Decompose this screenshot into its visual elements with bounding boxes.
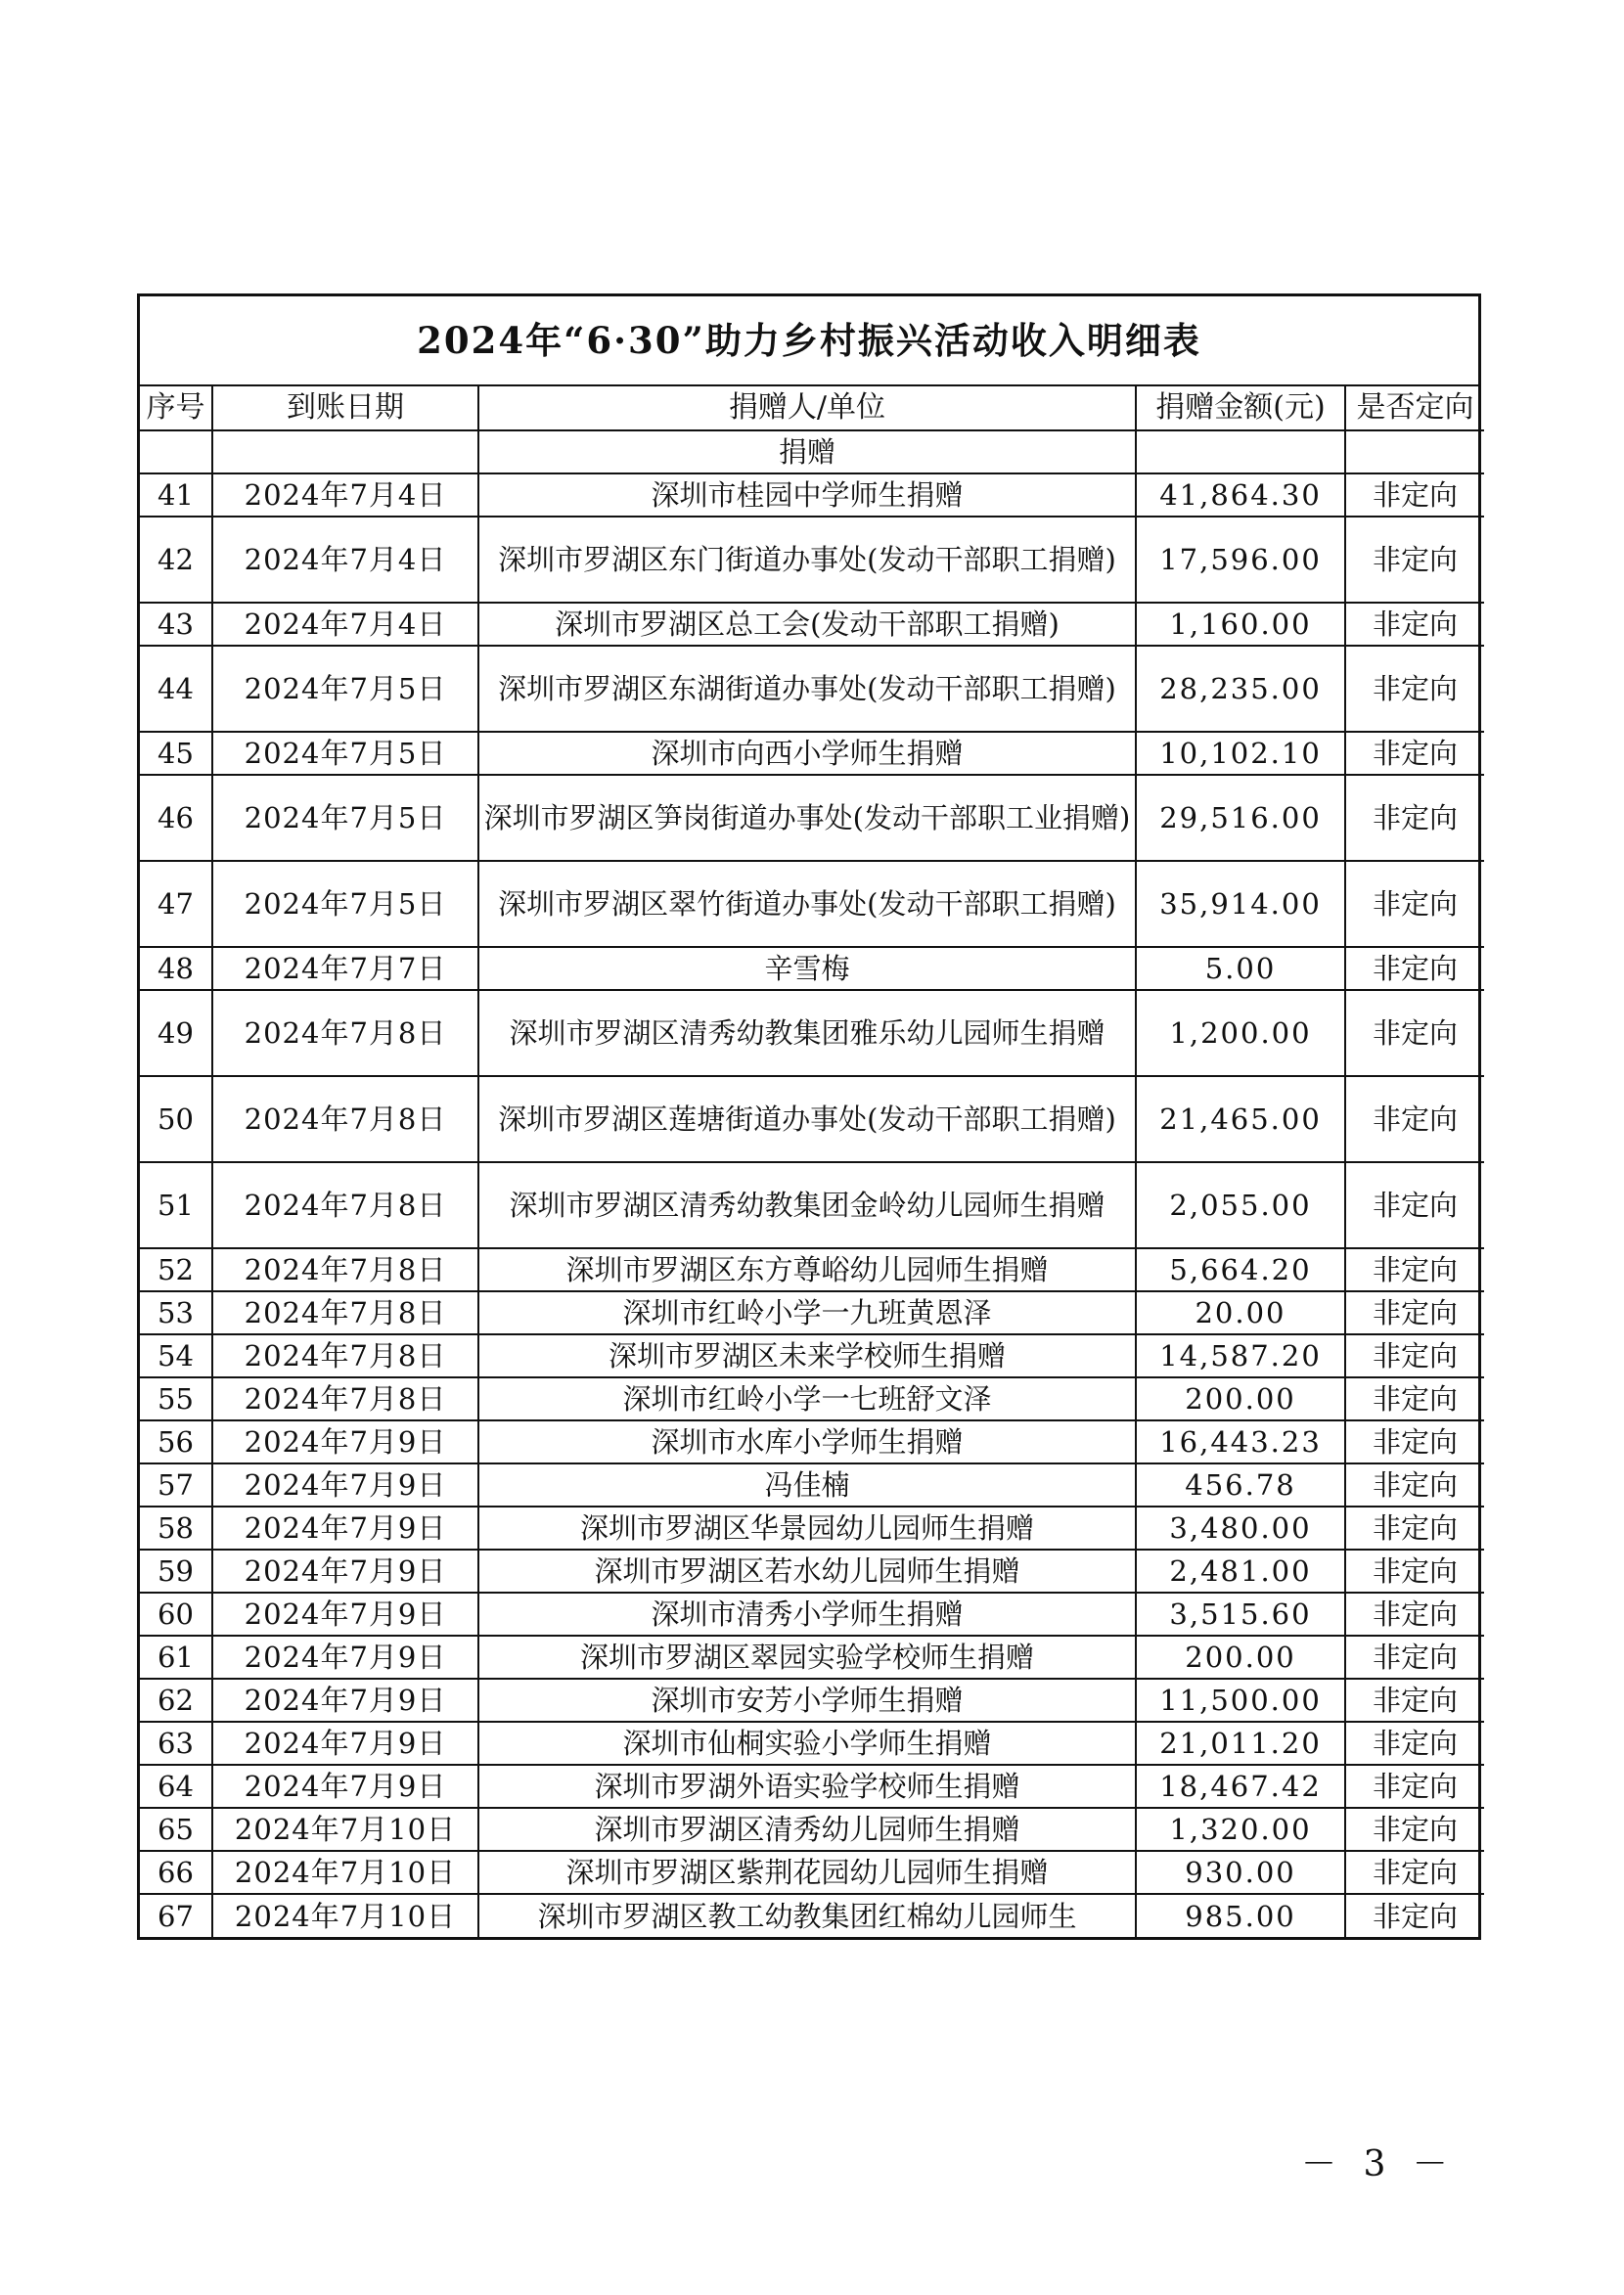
table-row	[140, 1420, 1484, 1463]
cell-donor: 深圳市清秀小学师生捐赠	[478, 1593, 1136, 1636]
cell-donor: 深圳市水库小学师生捐赠	[478, 1420, 1136, 1463]
cell-date: 2024年7月10日	[212, 1894, 478, 1937]
cell-direction: 非定向	[1345, 1722, 1484, 1765]
cell-no	[140, 430, 212, 473]
cell-amount: 3,515.60	[1136, 1593, 1345, 1636]
table-row	[140, 1679, 1484, 1722]
cell-direction: 非定向	[1345, 1248, 1484, 1291]
cell-donor: 深圳市罗湖区清秀幼儿园师生捐赠	[478, 1808, 1136, 1851]
cell-amount: 1,320.00	[1136, 1808, 1345, 1851]
cell-direction: 非定向	[1345, 1550, 1484, 1593]
cell-amount: 29,516.00	[1136, 775, 1345, 861]
table-title: 2024年“6·30”助力乡村振兴活动收入明细表	[140, 296, 1478, 386]
cell-amount: 200.00	[1136, 1636, 1345, 1679]
cell-donor: 冯佳楠	[478, 1463, 1136, 1507]
cell-no: 62	[140, 1679, 212, 1722]
cell-amount: 14,587.20	[1136, 1334, 1345, 1377]
table-row	[140, 947, 1484, 990]
cell-donor: 深圳市罗湖区未来学校师生捐赠	[478, 1334, 1136, 1377]
cell-direction: 非定向	[1345, 1334, 1484, 1377]
table-row	[140, 1248, 1484, 1291]
cell-no: 61	[140, 1636, 212, 1679]
cell-date: 2024年7月8日	[212, 1248, 478, 1291]
cell-direction: 非定向	[1345, 603, 1484, 646]
cell-amount: 2,055.00	[1136, 1162, 1345, 1248]
cell-date: 2024年7月5日	[212, 646, 478, 732]
table-row	[140, 517, 1484, 603]
cell-date: 2024年7月8日	[212, 1076, 478, 1162]
cell-amount: 10,102.10	[1136, 732, 1345, 775]
table-row	[140, 1894, 1484, 1937]
cell-no: 66	[140, 1851, 212, 1894]
cell-donor: 深圳市罗湖区莲塘街道办事处(发动干部职工捐赠)	[478, 1076, 1136, 1162]
cell-date: 2024年7月9日	[212, 1636, 478, 1679]
cell-date: 2024年7月5日	[212, 775, 478, 861]
cell-amount: 200.00	[1136, 1377, 1345, 1420]
cell-donor: 深圳市罗湖区笋岗街道办事处(发动干部职工业捐赠)	[478, 775, 1136, 861]
header-serial-no: 序号	[140, 386, 212, 430]
cell-no: 57	[140, 1463, 212, 1507]
cell-no: 41	[140, 473, 212, 517]
header-arrival-date: 到账日期	[212, 386, 478, 430]
cell-no: 64	[140, 1765, 212, 1808]
header-directed: 是否定向	[1345, 386, 1484, 430]
cell-date: 2024年7月5日	[212, 861, 478, 947]
cell-amount	[1136, 430, 1345, 473]
continuation-row	[140, 430, 1484, 473]
cell-amount: 2,481.00	[1136, 1550, 1345, 1593]
cell-donor: 深圳市罗湖区东门街道办事处(发动干部职工捐赠)	[478, 517, 1136, 603]
table-row	[140, 1377, 1484, 1420]
cell-amount: 41,864.30	[1136, 473, 1345, 517]
table-row	[140, 1291, 1484, 1334]
cell-amount: 985.00	[1136, 1894, 1345, 1937]
cell-donor: 深圳市罗湖区东方尊峪幼儿园师生捐赠	[478, 1248, 1136, 1291]
header-row	[140, 386, 1484, 430]
cell-date: 2024年7月10日	[212, 1808, 478, 1851]
cell-no: 63	[140, 1722, 212, 1765]
table-row	[140, 861, 1484, 947]
cell-donor: 深圳市罗湖区紫荆花园幼儿园师生捐赠	[478, 1851, 1136, 1894]
table-row	[140, 1765, 1484, 1808]
cell-donor: 深圳市罗湖区总工会(发动干部职工捐赠)	[478, 603, 1136, 646]
table-row	[140, 603, 1484, 646]
table-row	[140, 1334, 1484, 1377]
cell-date: 2024年7月8日	[212, 990, 478, 1076]
cell-date: 2024年7月9日	[212, 1463, 478, 1507]
cell-amount: 1,160.00	[1136, 603, 1345, 646]
cell-no: 49	[140, 990, 212, 1076]
table-row	[140, 1593, 1484, 1636]
cell-date	[212, 430, 478, 473]
cell-no: 54	[140, 1334, 212, 1377]
table-row	[140, 1507, 1484, 1550]
cell-date: 2024年7月10日	[212, 1851, 478, 1894]
cell-date: 2024年7月9日	[212, 1507, 478, 1550]
cell-date: 2024年7月8日	[212, 1162, 478, 1248]
cell-amount: 21,465.00	[1136, 1076, 1345, 1162]
income-detail-table-sheet	[137, 293, 1481, 1940]
cell-no: 55	[140, 1377, 212, 1420]
table-row	[140, 646, 1484, 732]
table-row	[140, 473, 1484, 517]
cell-direction: 非定向	[1345, 1679, 1484, 1722]
cell-donor: 深圳市安芳小学师生捐赠	[478, 1679, 1136, 1722]
cell-direction: 非定向	[1345, 861, 1484, 947]
table-row	[140, 1550, 1484, 1593]
cell-direction: 非定向	[1345, 646, 1484, 732]
cell-no: 48	[140, 947, 212, 990]
cell-amount: 18,467.42	[1136, 1765, 1345, 1808]
cell-donor: 深圳市仙桐实验小学师生捐赠	[478, 1722, 1136, 1765]
cell-date: 2024年7月8日	[212, 1334, 478, 1377]
cell-donor: 深圳市罗湖外语实验学校师生捐赠	[478, 1765, 1136, 1808]
cell-date: 2024年7月9日	[212, 1765, 478, 1808]
cell-no: 60	[140, 1593, 212, 1636]
cell-no: 47	[140, 861, 212, 947]
income-detail-table	[140, 386, 1484, 1937]
cell-no: 59	[140, 1550, 212, 1593]
cell-direction: 非定向	[1345, 1808, 1484, 1851]
cell-direction: 非定向	[1345, 1636, 1484, 1679]
cell-direction: 非定向	[1345, 1851, 1484, 1894]
cell-donor: 捐赠	[478, 430, 1136, 473]
cell-direction: 非定向	[1345, 732, 1484, 775]
cell-direction: 非定向	[1345, 1291, 1484, 1334]
cell-amount: 1,200.00	[1136, 990, 1345, 1076]
cell-donor: 深圳市罗湖区教工幼教集团红棉幼儿园师生	[478, 1894, 1136, 1937]
cell-amount: 28,235.00	[1136, 646, 1345, 732]
cell-amount: 20.00	[1136, 1291, 1345, 1334]
cell-no: 53	[140, 1291, 212, 1334]
table-row	[140, 1722, 1484, 1765]
cell-no: 43	[140, 603, 212, 646]
cell-date: 2024年7月4日	[212, 473, 478, 517]
cell-donor: 深圳市红岭小学一九班黄恩泽	[478, 1291, 1136, 1334]
cell-date: 2024年7月9日	[212, 1420, 478, 1463]
cell-date: 2024年7月9日	[212, 1679, 478, 1722]
cell-donor: 深圳市向西小学师生捐赠	[478, 732, 1136, 775]
cell-direction: 非定向	[1345, 473, 1484, 517]
table-row	[140, 1636, 1484, 1679]
cell-donor: 辛雪梅	[478, 947, 1136, 990]
cell-amount: 17,596.00	[1136, 517, 1345, 603]
cell-direction: 非定向	[1345, 775, 1484, 861]
cell-no: 65	[140, 1808, 212, 1851]
table-row	[140, 1463, 1484, 1507]
cell-direction: 非定向	[1345, 1162, 1484, 1248]
cell-date: 2024年7月8日	[212, 1291, 478, 1334]
cell-no: 56	[140, 1420, 212, 1463]
cell-donor: 深圳市桂园中学师生捐赠	[478, 473, 1136, 517]
table-row	[140, 1808, 1484, 1851]
cell-direction: 非定向	[1345, 1420, 1484, 1463]
cell-direction: 非定向	[1345, 1593, 1484, 1636]
cell-donor: 深圳市罗湖区清秀幼教集团金岭幼儿园师生捐赠	[478, 1162, 1136, 1248]
header-amount: 捐赠金额(元)	[1136, 386, 1345, 430]
cell-direction: 非定向	[1345, 990, 1484, 1076]
table-row	[140, 1162, 1484, 1248]
cell-donor: 深圳市罗湖区翠竹街道办事处(发动干部职工捐赠)	[478, 861, 1136, 947]
cell-donor: 深圳市罗湖区清秀幼教集团雅乐幼儿园师生捐赠	[478, 990, 1136, 1076]
cell-direction: 非定向	[1345, 1463, 1484, 1507]
page-number: － 3 －	[1301, 2144, 1456, 2184]
cell-direction: 非定向	[1345, 1076, 1484, 1162]
table-row	[140, 1851, 1484, 1894]
cell-no: 44	[140, 646, 212, 732]
cell-date: 2024年7月8日	[212, 1377, 478, 1420]
table-row	[140, 732, 1484, 775]
cell-direction: 非定向	[1345, 1377, 1484, 1420]
cell-direction: 非定向	[1345, 1507, 1484, 1550]
cell-donor: 深圳市罗湖区若水幼儿园师生捐赠	[478, 1550, 1136, 1593]
cell-no: 45	[140, 732, 212, 775]
cell-date: 2024年7月9日	[212, 1722, 478, 1765]
cell-no: 42	[140, 517, 212, 603]
cell-donor: 深圳市罗湖区翠园实验学校师生捐赠	[478, 1636, 1136, 1679]
cell-direction: 非定向	[1345, 517, 1484, 603]
cell-amount: 11,500.00	[1136, 1679, 1345, 1722]
cell-amount: 5,664.20	[1136, 1248, 1345, 1291]
cell-date: 2024年7月9日	[212, 1550, 478, 1593]
cell-amount: 930.00	[1136, 1851, 1345, 1894]
cell-amount: 21,011.20	[1136, 1722, 1345, 1765]
cell-date: 2024年7月4日	[212, 603, 478, 646]
cell-no: 46	[140, 775, 212, 861]
cell-donor: 深圳市罗湖区华景园幼儿园师生捐赠	[478, 1507, 1136, 1550]
cell-direction	[1345, 430, 1484, 473]
cell-no: 50	[140, 1076, 212, 1162]
cell-donor: 深圳市红岭小学一七班舒文泽	[478, 1377, 1136, 1420]
table-row	[140, 775, 1484, 861]
table-row	[140, 990, 1484, 1076]
cell-donor: 深圳市罗湖区东湖街道办事处(发动干部职工捐赠)	[478, 646, 1136, 732]
cell-amount: 5.00	[1136, 947, 1345, 990]
cell-amount: 35,914.00	[1136, 861, 1345, 947]
cell-no: 52	[140, 1248, 212, 1291]
cell-amount: 16,443.23	[1136, 1420, 1345, 1463]
cell-no: 51	[140, 1162, 212, 1248]
cell-no: 58	[140, 1507, 212, 1550]
table-row	[140, 1076, 1484, 1162]
cell-direction: 非定向	[1345, 1894, 1484, 1937]
cell-direction: 非定向	[1345, 947, 1484, 990]
cell-amount: 456.78	[1136, 1463, 1345, 1507]
cell-date: 2024年7月9日	[212, 1593, 478, 1636]
cell-amount: 3,480.00	[1136, 1507, 1345, 1550]
header-donor: 捐赠人/单位	[478, 386, 1136, 430]
cell-date: 2024年7月5日	[212, 732, 478, 775]
cell-date: 2024年7月4日	[212, 517, 478, 603]
cell-date: 2024年7月7日	[212, 947, 478, 990]
cell-no: 67	[140, 1894, 212, 1937]
cell-direction: 非定向	[1345, 1765, 1484, 1808]
